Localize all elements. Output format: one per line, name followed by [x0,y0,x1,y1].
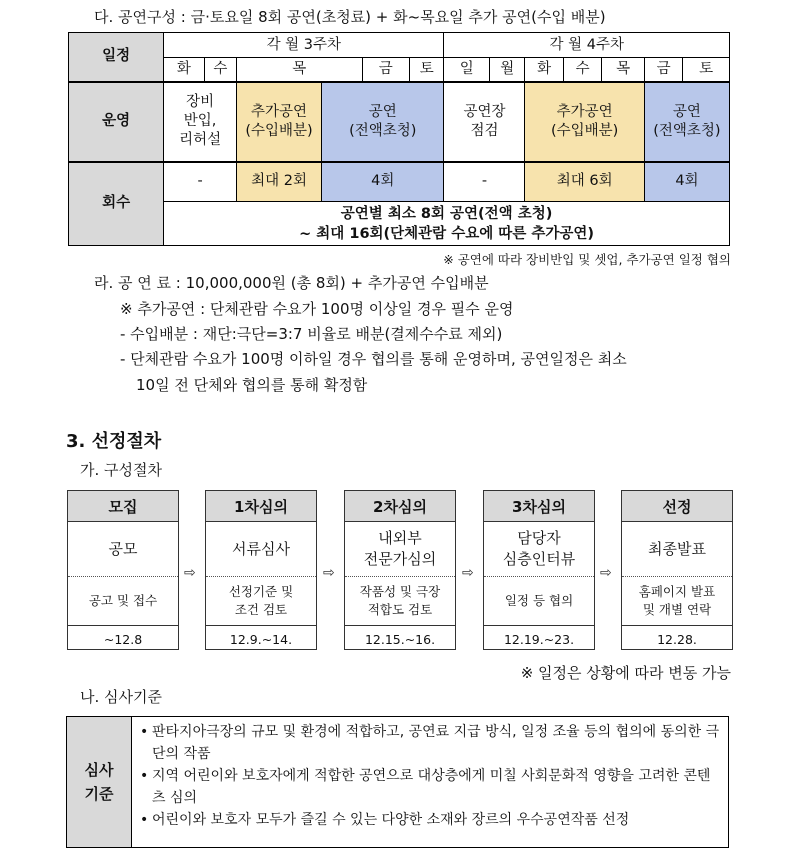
process-step-detail: 공고 및 접수 [68,577,178,626]
week4-header: 각 월 4주차 [444,33,730,58]
day-cell: 수 [204,58,236,82]
heading-selection-procedure: 3. 선정절차 [66,431,162,452]
count-extra-week4: 최대 6회 [525,162,644,202]
day-cell: 금 [362,58,410,82]
note-setup: ※ 공연에 따라 장비반입 및 셋업, 추가공연 일정 협의 [443,252,731,267]
op-extra-week4: 추가공연 (수입배분) [525,82,644,162]
process-step-detail: 일정 등 협의 [484,577,594,626]
op-setup: 장비 반입, 리허설 [164,82,237,162]
process-step-main: 담당자 심층인터뷰 [484,522,594,577]
note-schedule-change: ※ 일정은 상황에 따라 변동 가능 [520,664,731,682]
op-check: 공연장 점검 [444,82,525,162]
day-cell: 화 [525,58,563,82]
day-cell: 목 [602,58,645,82]
count-total [164,202,730,246]
process-step-detail: 작품성 및 극장 적합도 검토 [345,577,455,626]
process-step [205,490,317,650]
process-step [67,490,179,650]
criteria-box [66,716,729,848]
process-step-main: 내외부 전문가심의 [345,522,455,577]
section-da-title: 다. 공연구성 : 금·토요일 8회 공연(초청료) + 화~목요일 추가 공연(수입 배분) [94,8,606,26]
day-cell: 수 [563,58,601,82]
sub-na-title: 나. 심사기준 [80,688,162,706]
arrow-right-icon: ⇨ [600,565,612,581]
label-schedule: 일정 [69,33,164,82]
ra-note: ※ 추가공연 : 단체관람 수요가 100명 이상일 경우 필수 운영 [120,300,514,318]
criteria-label: 심사 기준 [67,717,132,847]
total-line-1: 공연별 최소 8회 공연(전액 초청) [340,205,553,222]
process-step-date: 12.9.~14. [229,631,293,647]
process-step-detail: 홈페이지 발표 및 개별 연락 [622,577,732,626]
process-step [483,490,595,650]
process-step-head: 모집 [68,491,178,522]
process-step-head: 3차심의 [484,491,594,522]
count-setup: - [164,162,237,202]
process-step-head: 2차심의 [345,491,455,522]
criteria-item: • 지역 어린이와 보호자에게 적합한 공연으로 대상층에게 미칠 사회문화적 영향을 고려한 콘텐츠 심의 [138,765,722,809]
process-step-date: 12.28. [657,631,697,647]
count-extra-week3: 최대 2회 [237,162,322,202]
day-cell: 월 [490,58,525,82]
process-step-main: 공모 [68,522,178,577]
process-step-main: 최종발표 [622,522,732,577]
ra-group-cont: 10일 전 단체와 협의를 통해 확정함 [136,376,368,394]
label-operation: 운영 [69,82,164,162]
week3-header: 각 월 3주차 [164,33,444,58]
ra-group: - 단체관람 수요가 100명 이하일 경우 협의를 통해 운영하며, 공연일정은 최소 [120,350,627,368]
process-step-head: 1차심의 [206,491,316,522]
process-step-main: 서류심사 [206,522,316,577]
count-invited-week3: 4회 [322,162,444,202]
process-step [344,490,456,650]
process-step-date: 12.15.~16. [364,631,436,647]
op-extra-week3: 추가공연 (수입배분) [237,82,322,162]
op-invited-week4: 공연 (전액초청) [644,82,729,162]
day-cell: 토 [410,58,444,82]
day-cell: 목 [237,58,363,82]
day-cell: 토 [683,58,730,82]
day-cell: 화 [164,58,204,82]
process-step-date: 12.19.~23. [503,631,575,647]
day-cell: 금 [644,58,682,82]
process-step-date: ~12.8 [103,631,143,647]
ra-revenue: - 수입배분 : 재단:극단=3:7 비율로 배분(결제수수료 제외) [120,325,503,343]
process-step-detail: 선정기준 및 조건 검토 [206,577,316,626]
criteria-item: • 판타지아극장의 규모 및 환경에 적합하고, 공연료 지급 방식, 일정 조율 등의 협의에 동의한 극단의 작품 [138,721,722,765]
day-cell: 일 [444,58,490,82]
process-step-head: 선정 [622,491,732,522]
section-ra-title: 라. 공 연 료 : 10,000,000원 (총 8회) + 추가공연 수입배분 [94,274,489,292]
count-check: - [444,162,525,202]
arrow-right-icon: ⇨ [323,565,335,581]
label-count: 회수 [69,162,164,246]
arrow-right-icon: ⇨ [184,565,196,581]
count-invited-week4: 4회 [644,162,729,202]
criteria-item: • 어린이와 보호자 모두가 즐길 수 있는 다양한 소재와 장르의 우수공연작품 선정 [138,809,722,831]
total-line-2: ~ 최대 16회(단체관람 수요에 따른 추가공연) [299,225,595,242]
schedule-table [68,32,730,246]
arrow-right-icon: ⇨ [462,565,474,581]
sub-ga-title: 가. 구성절차 [80,461,162,479]
op-invited-week3: 공연 (전액초청) [322,82,444,162]
process-step [621,490,733,650]
criteria-list [132,717,728,847]
